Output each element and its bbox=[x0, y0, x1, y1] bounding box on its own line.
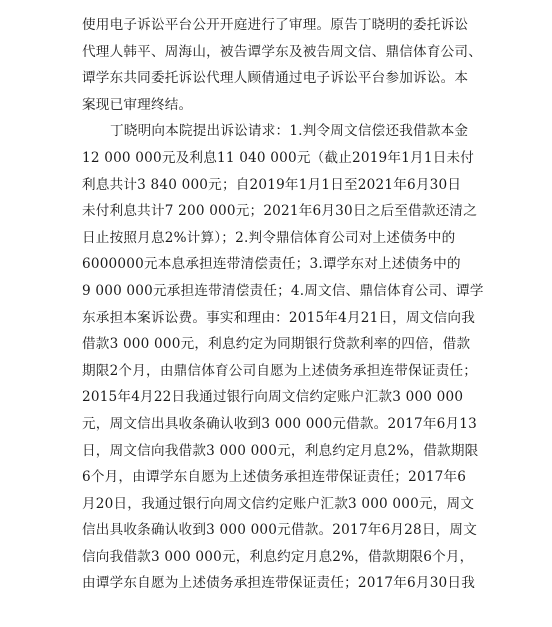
document-body bbox=[82, 12, 502, 597]
document-line: 谭学东共同委托诉讼代理人顾倩通过电子诉讼平台参加诉讼。本 bbox=[82, 70, 469, 87]
document-line: 日，周文信向我借款3 000 000元，利息约定月息2%，借款期限 bbox=[82, 442, 479, 459]
document-line: 6个月，由谭学东自愿为上述债务承担连带保证责任；2017年6 bbox=[82, 469, 467, 486]
document-line: 信向我借款3 000 000元，利息约定月息2%，借款期限6个月， bbox=[82, 548, 474, 565]
document-line: 期限2个月，由鼎信体育公司自愿为上述债务承担连带保证责任； bbox=[82, 362, 478, 379]
document-line: 6000000元本息承担连带清偿责任；3.谭学东对上述债务中的 bbox=[82, 256, 461, 273]
document-line: 丁晓明向本院提出诉讼请求：1.判令周文信偿还我借款本金 bbox=[110, 123, 469, 140]
document-line: 2015年4月22日我通过银行向周文信约定账户汇款3 000 000 bbox=[82, 389, 464, 406]
document-line: 代理人韩平、周海山，被告谭学东及被告周文信、鼎信体育公司、 bbox=[82, 43, 483, 60]
document-line: 由谭学东自愿为上述债务承担连带保证责任；2017年6月30日我 bbox=[82, 575, 475, 592]
document-line: 案现已审理终结。 bbox=[82, 96, 193, 113]
document-line: 未付利息共计7 200 000元；2021年6月30日之后至借款还清之 bbox=[82, 203, 478, 220]
document-line: 12 000 000元及利息11 040 000元（截止2019年1月1日未付 bbox=[82, 149, 475, 166]
document-line: 元，周文信出具收条确认收到3 000 000元借款。2017年6月13 bbox=[82, 415, 478, 432]
document-line: 利息共计3 840 000元；自2019年1月1日至2021年6月30日 bbox=[82, 176, 462, 193]
document-line: 9 000 000元承担连带清偿责任；4.周文信、鼎信体育公司、谭学 bbox=[82, 282, 484, 299]
document-line: 月20日，我通过银行向周文信约定账户汇款3 000 000元，周文 bbox=[82, 495, 475, 512]
document-line: 使用电子诉讼平台公开开庭进行了审理。原告丁晓明的委托诉讼 bbox=[82, 17, 469, 33]
document-line: 日止按照月息2%计算）；2.判令鼎信体育公司对上述债务中的 bbox=[82, 229, 456, 246]
document-line: 信出具收条确认收到3 000 000元借款。2017年6月28日，周文 bbox=[82, 522, 478, 539]
document-line: 东承担本案诉讼费。事实和理由：2015年4月21日，周文信向我 bbox=[82, 309, 475, 326]
document-line: 借款3 000 000元，利息约定为同期银行贷款利率的四倍，借款 bbox=[82, 336, 471, 353]
